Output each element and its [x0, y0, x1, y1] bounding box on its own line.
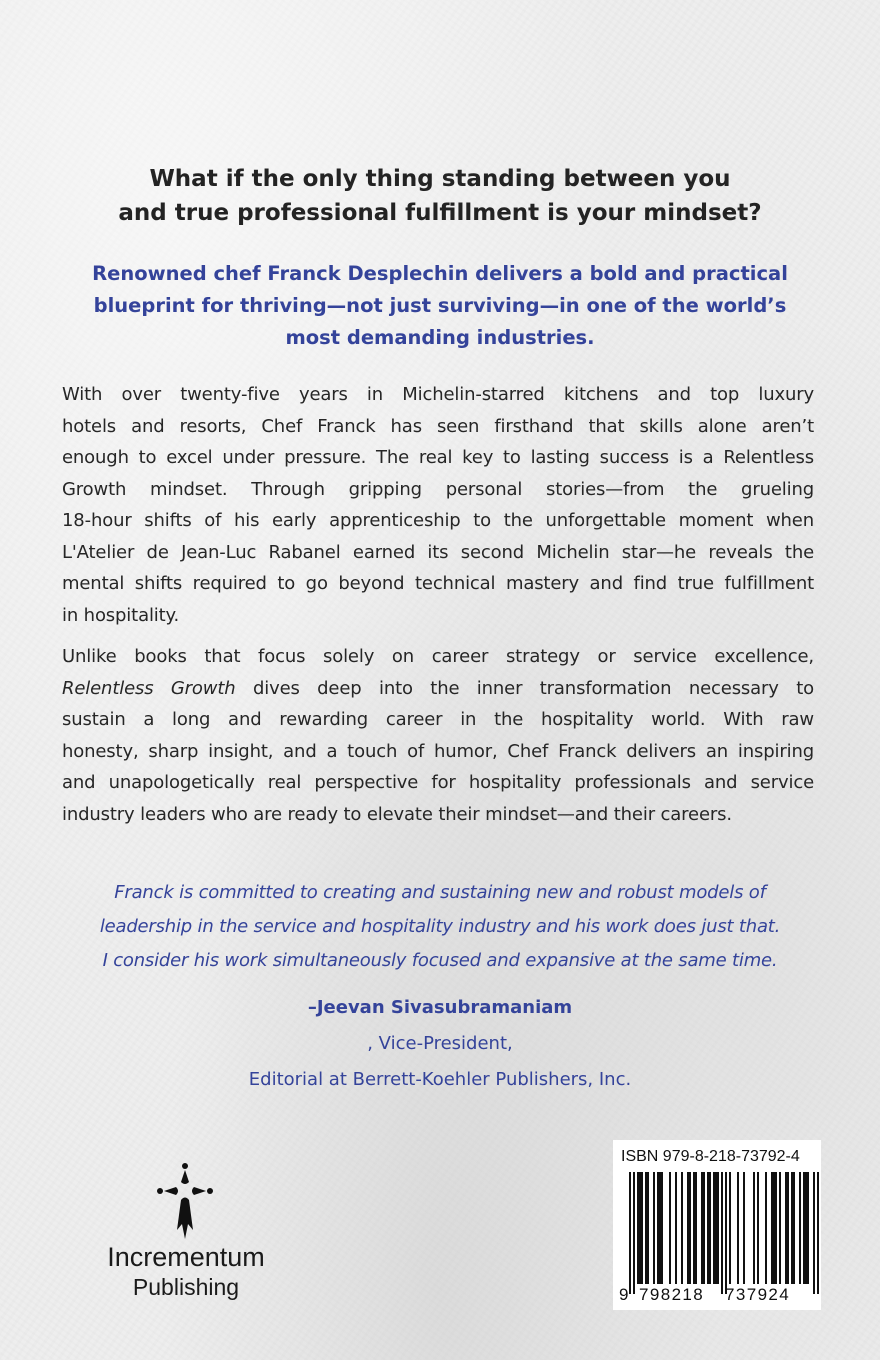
barcode-guard-bar	[725, 1172, 727, 1294]
barcode-digit-lead: 9	[619, 1285, 629, 1304]
quote-line: leadership in the service and hospitality industry and his work does just that.	[99, 916, 781, 937]
body-line: Growth mindset. Through gripping personal stories—from the grueling	[62, 478, 814, 500]
quote-line: Franck is committed to creating and sustaining new and robust models of	[114, 882, 766, 903]
barcode-bar	[657, 1172, 663, 1284]
barcode-digits-right: 737924	[725, 1285, 791, 1304]
body-line: in hospitality.	[62, 604, 180, 626]
body-line: industry leaders who are ready to elevate their mindset—and their careers.	[62, 803, 732, 825]
barcode-bar	[799, 1172, 801, 1284]
barcode-bar	[687, 1172, 691, 1284]
barcode-guard-bar	[633, 1172, 635, 1294]
attribution-line-1	[40, 990, 840, 1062]
barcode-guard-bar	[817, 1172, 819, 1294]
barcode-bar	[669, 1172, 671, 1284]
body-line: 18-hour shifts of his early apprenticeship to the unforgettable moment when	[62, 510, 814, 531]
body-line: mental shifts required to go beyond technical mastery and find true fulfillment	[62, 573, 814, 594]
barcode-digits	[613, 1284, 821, 1306]
body-line: honesty, sharp insight, and a touch of humor, Chef Franck delivers an inspiring	[62, 740, 814, 762]
barcode-bar	[713, 1172, 719, 1284]
barcode-bar	[701, 1172, 705, 1284]
barcode-bar	[779, 1172, 781, 1284]
barcode-guard-bar	[813, 1172, 815, 1294]
barcode-bar	[771, 1172, 777, 1284]
barcode-bar	[757, 1172, 759, 1284]
body-line: and unapologetically real perspective for hospitality professionals and service	[62, 772, 814, 793]
isbn-label: ISBN 979-8-218-73792-4	[621, 1148, 800, 1165]
body-line: L'Atelier de Jean-Luc Rabanel earned its second Michelin star—he reveals the	[62, 541, 814, 563]
isbn-barcode	[613, 1140, 821, 1310]
publisher-logo-graphic	[150, 1160, 220, 1245]
quote-line: I consider his work simultaneously focused and expansive at the same time.	[102, 950, 778, 971]
barcode-bar	[737, 1172, 739, 1284]
barcode-bar	[729, 1172, 731, 1284]
headline	[60, 162, 820, 230]
barcode-bar	[653, 1172, 655, 1284]
attribution-dash: –	[307, 997, 317, 1018]
endorsement-quote	[40, 876, 840, 978]
barcode-bar	[707, 1172, 711, 1284]
barcode-bar	[785, 1172, 789, 1284]
headline-line: What if the only thing standing between you	[149, 166, 731, 192]
body-line: Unlike books that focus solely on career strategy or service excellence,	[62, 646, 814, 667]
barcode-bar	[791, 1172, 795, 1284]
headline-line: and true professional fulfillment is your mindset?	[118, 200, 762, 226]
barcode-guard-bar	[629, 1172, 631, 1294]
barcode-bar	[675, 1172, 677, 1284]
body-paragraph-1	[62, 379, 814, 631]
publisher-subname: Publishing	[132, 1274, 240, 1300]
endorser-title: , Vice-President,	[367, 1033, 513, 1054]
barcode-bar	[681, 1172, 683, 1284]
barcode-bar	[637, 1172, 643, 1284]
ermine-spot-icon	[150, 1160, 220, 1245]
barcode-bar	[765, 1172, 767, 1284]
body-paragraph-2	[62, 641, 814, 830]
publisher-name: Incrementum	[107, 1242, 265, 1272]
barcode-bar	[645, 1172, 649, 1284]
body-line	[62, 673, 814, 705]
barcode-guard-bar	[721, 1172, 723, 1294]
publisher-logo	[70, 1241, 302, 1301]
subheadline-line: blueprint for thriving—not just surviving—in one of the world’s	[93, 294, 787, 317]
endorsement-attribution	[40, 990, 840, 1098]
body-line: With over twenty-five years in Michelin-starred kitchens and top luxury	[62, 384, 814, 405]
barcode-bar	[693, 1172, 697, 1284]
barcode-bar	[753, 1172, 755, 1284]
book-title: Relentless Growth	[62, 677, 236, 699]
subheadline-line: most demanding industries.	[285, 326, 595, 349]
barcode-bar	[743, 1172, 745, 1284]
body-line: hotels and resorts, Chef Franck has seen firsthand that skills alone aren’t	[62, 415, 814, 437]
attribution-line-2: Editorial at Berrett-Koehler Publishers, Inc.	[248, 1069, 632, 1090]
body-line: enough to excel under pressure. The real key to lasting success is a Relentless	[62, 447, 814, 468]
endorser-name: Jeevan Sivasubramaniam	[316, 997, 573, 1018]
body-line: sustain a long and rewarding career in the hospitality world. With raw	[62, 709, 814, 730]
body-line-text: dives deep into the inner transformation necessary to	[235, 677, 814, 699]
barcode-bar	[803, 1172, 809, 1284]
subheadline	[60, 258, 820, 354]
barcode-digits-left: 798218	[639, 1285, 705, 1304]
subheadline-line: Renowned chef Franck Desplechin delivers a bold and practical	[92, 262, 788, 285]
